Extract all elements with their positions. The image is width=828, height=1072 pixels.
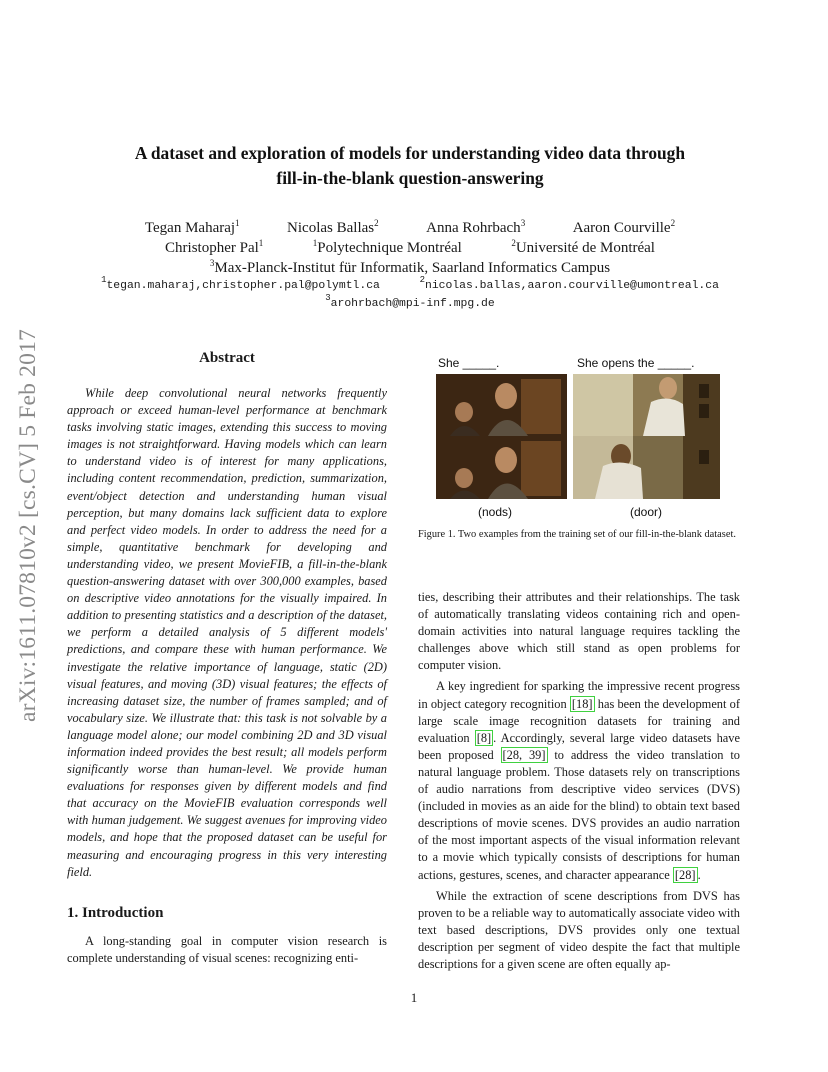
section-heading-introduction: 1. Introduction <box>67 905 164 921</box>
arxiv-identifier: arXiv:1611.07810v2 [cs.CV] 5 Feb 2017 <box>14 328 41 722</box>
title-line-1: A dataset and exploration of models for understanding video data through <box>134 143 686 163</box>
title-line-2: fill-in-the-blank question-answering <box>276 168 544 188</box>
email-row-2: $^3$arohrbach@mpi-inf.mpg.de <box>325 293 495 310</box>
affiliation: $^1$Polytechnique Montréal <box>312 238 462 256</box>
citation-link[interactable]: [28] <box>674 867 696 882</box>
author-name: Aaron Courville$^2$ <box>572 218 676 236</box>
paragraph: While the extraction of scene descriptions from DVS has proven to be a reliable way to automatically associate video with text based descriptions, DVS provides only one textual description per segment of video despite the fact that multiple descriptions for a given scene are often equally ap- <box>418 888 740 971</box>
video-frame-left-bottom <box>436 436 567 499</box>
author-list-row-2 <box>60 238 760 258</box>
abstract-heading: Abstract <box>199 350 255 366</box>
affiliation-row-3: $^3$Max-Planck-Institut für Informatik, Saarland Informatics Campus <box>209 258 611 276</box>
email: nicolas.ballas,aaron.courville@umontreal.ca <box>424 280 719 292</box>
affiliation: $^2$Université de Montréal <box>511 238 655 256</box>
arxiv-stamp <box>0 300 56 750</box>
paragraph: ties, describing their attributes and their relationships. The task of automatically translating videos containing rich and open-domain activities into natural language requires tackling the challenges above which still stand as open problems for computer vision. <box>418 590 740 673</box>
page-number: 1 <box>410 990 418 1005</box>
email: arohrbach@mpi-inf.mpg.de <box>330 298 495 310</box>
figure-answer-left: (nods) <box>478 505 513 519</box>
abstract-body: While deep convolutional neural networks frequently approach or exceed human-level performance at benchmark tasks involving static images, extending this success to moving images is not straightforward. Having models which can learn to understand video is of interest for many applications, including content recommendation, prediction, summarization, event/object detection and understanding human visual perception, but many domains lack sufficient data to explore and perfect video models. In order to address the need for a simple, quantitative benchmark for developing and understanding video, we present MovieFIB, a fill-in-the-blank question-answering dataset with over 300,000 examples, based on descriptive video annotations for the visually impaired. In addition to presenting statistics and a description of the dataset, we perform a detailed analysis of 5 different models' predictions, and compare these with human performance. We investigate the relative importance of language, static (2D) visual features, and moving (3D) visual features; the effects of increasing dataset size, the number of frames sampled; and of vocabulary size. We illustrate that: this task is not solvable by a language model alone; our model combining 2D and 3D visual information indeed provides the best result; all models perform significantly worse than human-level. We provide human evaluations for responses given by different models and find that accuracy on the MovieFIB evaluation corresponds well with human judgement. We suggest avenues for improving video models, and hope that the proposed dataset can be useful for measuring and encouraging progress in this very interesting field. <box>67 386 387 879</box>
video-frame-right-bottom <box>573 436 720 499</box>
paragraph: A key ingredient for sparking the impressive recent progress in object category recognition [18] has been the development of large scale image recognition datasets for training and evaluation [8] . Accordingly, several large video datasets have been proposed [28, 39] to address the video translation to natural language problem. Those datasets rely on transcriptions of audio narrations from descriptive video services (DVS) (included in movies as an aide for the blind) to obtain text based descriptions of movie scenes. DVS provides an audio narration of the most important aspects of the visual information relevant to a movie which typically consists of descriptions for human actions, gestures, scenes, and character appearance [28] . <box>418 679 740 882</box>
figure-prompt-left: She _____. <box>438 356 500 370</box>
figure-1 <box>432 354 732 519</box>
author-name: Nicolas Ballas$^2$ <box>287 218 379 236</box>
citation-link[interactable]: [28, 39] <box>502 747 546 762</box>
author-name: Tegan Maharaj$^1$ <box>144 218 240 236</box>
video-frame-right-top <box>573 374 720 436</box>
figure-caption: Figure 1. Two examples from the training set of our fill-in-the-blank dataset. <box>418 529 736 540</box>
right-column-body <box>418 589 740 973</box>
author-name: Anna Rohrbach$^3$ <box>426 218 526 236</box>
figure-prompt-right: She opens the _____. <box>577 356 695 370</box>
author-name: Christopher Pal$^1$ <box>165 238 264 256</box>
email-row-1: $^1$tegan.maharaj,christopher.pal@polymtl.ca $^2$nicolas.ballas,aaron.courville@umontreal.ca <box>101 275 719 292</box>
video-frame-left-top <box>436 374 567 436</box>
citation-link[interactable]: [18] <box>571 696 593 711</box>
email: tegan.maharaj,christopher.pal@polymtl.ca <box>106 280 380 292</box>
figure-answer-right: (door) <box>630 505 663 519</box>
introduction-body: A long-standing goal in computer vision research is complete understanding of visual scenes: recognizing enti- <box>67 934 387 966</box>
citation-link[interactable]: [8] <box>476 730 492 745</box>
paper-title <box>60 141 760 191</box>
author-list-row-1 <box>60 218 760 238</box>
